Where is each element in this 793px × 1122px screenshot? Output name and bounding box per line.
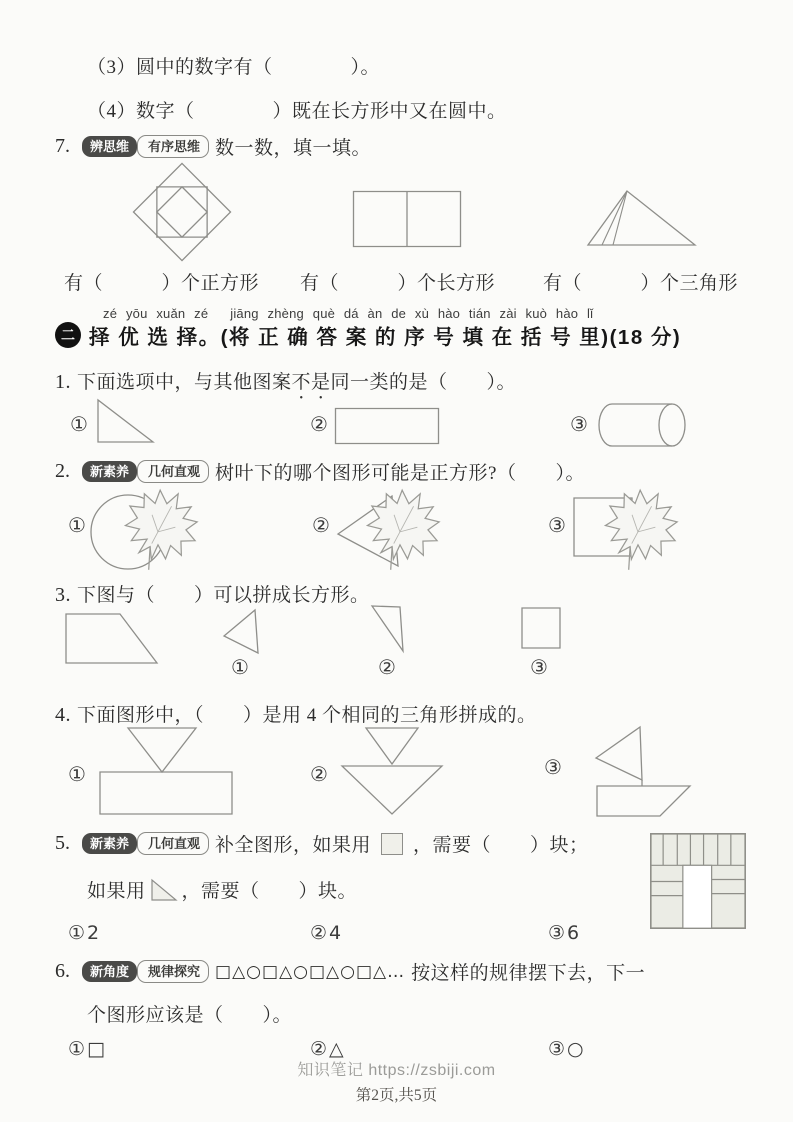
q7-blank-squares: 有（ ）个正方形 bbox=[64, 273, 260, 294]
q5-option-3: ③6 bbox=[548, 922, 582, 944]
q3-triangle2-shape bbox=[370, 604, 406, 654]
q5-inline-square-icon bbox=[381, 833, 403, 855]
item-4-text: （4）数字（ ）既在长方形中又在圆中。 bbox=[87, 101, 507, 122]
q7-blank-rectangles: 有（ ）个长方形 bbox=[300, 273, 496, 294]
badge-xin-suyang-q5: 新素养 bbox=[82, 833, 137, 854]
leaf-icon bbox=[108, 488, 206, 572]
section-2-marker: 二 bbox=[55, 322, 81, 348]
question-4-prompt: 下面图形中，（ ）是用 4 个相同的三角形拼成的。 bbox=[77, 705, 537, 726]
q4-option-1-label: ① bbox=[68, 762, 86, 786]
q2-option-2-label: ② bbox=[312, 513, 330, 537]
q2-circle-under-leaf bbox=[88, 488, 206, 572]
question-7-line bbox=[55, 133, 371, 160]
badge-bian-siwei: 辨思维 bbox=[82, 136, 137, 157]
question-5-line2 bbox=[87, 876, 357, 903]
question-5-prompt-b: ，需要（ ）块； bbox=[413, 835, 589, 856]
question-4-line bbox=[55, 700, 537, 727]
question-1-text-post: 同一类的是（ ）。 bbox=[330, 372, 517, 393]
q6-shape-pattern: □△○□△○□△○□△… bbox=[215, 961, 406, 982]
q3-option-1-label: ① bbox=[231, 655, 249, 679]
q4-option2-figure bbox=[338, 726, 450, 816]
section-2-title: 择 优 选 择。(将 正 确 答 案 的 序 号 填 在 括 号 里)(18 分) bbox=[89, 326, 682, 349]
question-6-line1 bbox=[55, 958, 645, 985]
question-5-prompt-a: 补全图形，如果用 bbox=[215, 835, 372, 856]
question-6-prompt-a: 按这样的规律摆下去，下一 bbox=[411, 963, 646, 984]
q4-option-2-label: ② bbox=[310, 762, 328, 786]
watermark-text: 知识笔记 https://zsbiji.com bbox=[297, 1062, 496, 1079]
q1-option-3-label: ③ bbox=[570, 412, 588, 436]
badge-jihe-zhiguan-q5: 几何直观 bbox=[137, 832, 209, 855]
q5-wall-figure bbox=[650, 833, 746, 929]
item-3-text: （3）圆中的数字有（ ）。 bbox=[87, 57, 381, 78]
q4-option1-figure bbox=[92, 726, 240, 816]
question-7-prompt: 数一数，填一填。 bbox=[215, 138, 372, 159]
question-1-text-pre: 下面选项中，与其他图案 bbox=[77, 372, 292, 393]
question-2-number: 2. bbox=[55, 460, 70, 482]
q1-rectangle-shape bbox=[334, 407, 440, 445]
q4-option-3-label: ③ bbox=[544, 755, 562, 779]
q6-option-3: ③○ bbox=[548, 1038, 586, 1060]
q2-option-3-label: ③ bbox=[548, 513, 566, 537]
q5-inline-triangle-icon bbox=[150, 878, 178, 902]
question-1-text-emphasis: 不是 bbox=[291, 372, 331, 393]
section-2-heading bbox=[55, 320, 681, 350]
badge-jihe-zhiguan-q2: 几何直观 bbox=[137, 460, 209, 483]
q5-option-2: ②4 bbox=[310, 922, 344, 944]
question-7-number: 7. bbox=[55, 135, 70, 157]
q1-option-1-label: ① bbox=[70, 412, 88, 436]
question-4-number: 4. bbox=[55, 704, 71, 726]
question-6-number: 6. bbox=[55, 960, 70, 982]
badge-guilv-tanjiu: 规律探究 bbox=[137, 960, 209, 983]
question-5-line2-a: 如果用 bbox=[87, 881, 146, 902]
q3-square-shape bbox=[520, 606, 562, 650]
q7-divided-rectangle-figure bbox=[352, 190, 462, 248]
q7-nested-squares-figure bbox=[130, 160, 234, 264]
q4-option3-figure bbox=[566, 724, 716, 820]
question-3-number: 3. bbox=[55, 584, 71, 606]
question-3-prompt: 下图与（ ）可以拼成长方形。 bbox=[77, 585, 370, 606]
q2-option-1-label: ① bbox=[68, 513, 86, 537]
q5-option-1: ①2 bbox=[68, 922, 102, 944]
q7-divided-triangle-figure bbox=[585, 188, 700, 248]
question-2-line bbox=[55, 458, 585, 485]
question-1-number: 1. bbox=[55, 371, 71, 393]
question-6-prompt-b: 个图形应该是（ ）。 bbox=[87, 1005, 293, 1026]
q3-option-2-label: ② bbox=[378, 655, 396, 679]
page-number-info: 第2页,共5页 bbox=[355, 1087, 438, 1104]
q6-option-2: ②△ bbox=[310, 1038, 346, 1060]
question-5-line2-b: ，需要（ ）块。 bbox=[181, 881, 358, 902]
q3-option-3-label: ③ bbox=[530, 655, 548, 679]
q2-square-under-leaf bbox=[570, 488, 680, 572]
q3-triangle1-shape bbox=[222, 608, 260, 655]
badge-youxu-siwei: 有序思维 bbox=[137, 135, 209, 158]
question-2-prompt: 树叶下的哪个图形可能是正方形?（ ）。 bbox=[215, 463, 585, 484]
leaf-icon bbox=[588, 488, 680, 572]
badge-xin-jiaodu: 新角度 bbox=[82, 961, 137, 982]
q2-triangle-under-leaf bbox=[334, 488, 446, 572]
q3-trapezoid-shape bbox=[64, 612, 160, 666]
question-3-line bbox=[55, 580, 370, 607]
section-2-pinyin: zé yōu xuǎn zé jiāng zhèng què dá àn de xù hào tián zài kuò hào lǐ bbox=[103, 306, 594, 321]
question-5-line1 bbox=[55, 830, 589, 857]
q7-blank-triangles: 有（ ）个三角形 bbox=[543, 273, 739, 294]
q6-option-1: ①□ bbox=[68, 1038, 107, 1060]
q1-option-2-label: ② bbox=[310, 412, 328, 436]
q1-cylinder-shape bbox=[594, 402, 688, 448]
question-5-number: 5. bbox=[55, 832, 70, 854]
badge-xin-suyang-q2: 新素养 bbox=[82, 461, 137, 482]
q1-triangle-shape bbox=[96, 398, 156, 445]
